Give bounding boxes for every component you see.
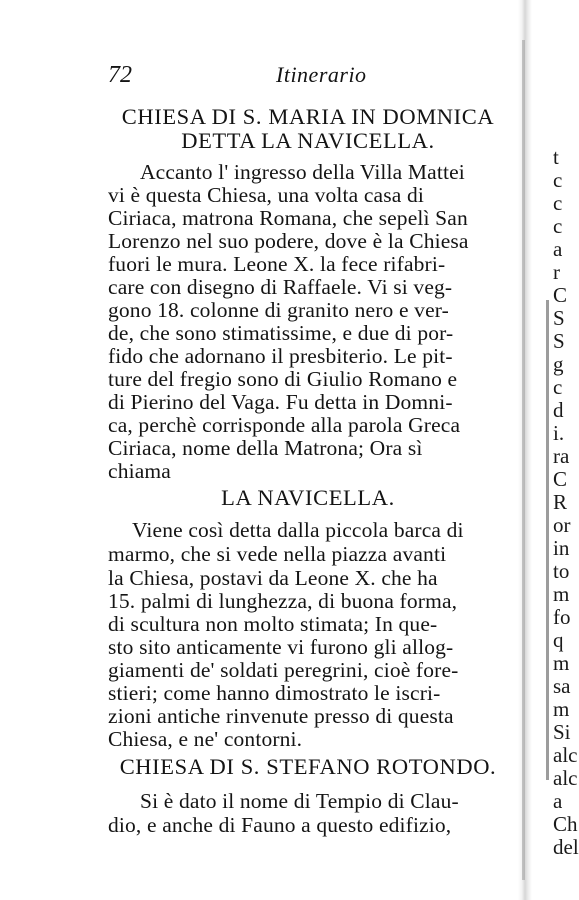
section-heading-la-navicella: LA NAVICELLA. (221, 485, 395, 510)
facing-page-fragment: to (553, 559, 570, 583)
text-line: fuori le mura. Leone X. la fece rifabri- (108, 252, 446, 276)
facing-page-fragment: q (553, 628, 564, 652)
section-heading-navicella-subtitle: DETTA LA NAVICELLA. (181, 128, 435, 153)
text-line: ca, perchè corrisponde alla parola Greca (108, 413, 461, 437)
facing-page-fragment: d (553, 398, 564, 422)
text-line: care con disegno di Raffaele. Vi si veg- (108, 275, 453, 299)
facing-page-fragment: m (553, 651, 570, 675)
text-line: zioni antiche rinvenute presso di questa (108, 704, 454, 728)
facing-page-fragment: i. (553, 421, 565, 445)
facing-page-fragment: m (553, 582, 570, 606)
facing-page-fragment: a (553, 789, 563, 813)
gutter-edge-line (522, 40, 525, 880)
facing-page-fragment: c (553, 214, 563, 238)
text-line: de, che sono stimatissime, e due di por- (108, 321, 454, 345)
facing-page-fragment: g (553, 352, 564, 376)
facing-page-fragment: S (553, 329, 565, 353)
facing-page-fragment: r (553, 260, 560, 284)
facing-page-fragment: t (553, 145, 559, 169)
facing-page-fragment: ra (553, 444, 570, 468)
facing-page-fragment: alc (553, 743, 578, 767)
facing-page-fragment: in (553, 536, 570, 560)
text-line: di scultura non molto stimata; In que- (108, 612, 438, 636)
facing-page-fragment: S (553, 306, 565, 330)
text-line: di Pierino del Vaga. Fu detta in Domni- (108, 390, 453, 414)
facing-page-fragment: m (553, 697, 570, 721)
facing-page-fragment: c (553, 168, 563, 192)
facing-page-fragment: c (553, 191, 563, 215)
text-line: stieri; come hanno dimostrato le iscri- (108, 681, 441, 705)
facing-page-fragment: R (553, 490, 568, 514)
text-line: Ciriaca, nome della Matrona; Ora sì (108, 436, 423, 460)
facing-page-fragment: c (553, 375, 563, 399)
facing-page-fragment: fo (553, 605, 571, 629)
running-title: Itinerario (276, 62, 367, 87)
text-line: fido che adornano il presbiterio. Le pit- (108, 344, 453, 368)
section-heading-santa-maria-domnica: CHIESA DI S. MARIA IN DOMNICA (121, 104, 495, 129)
facing-page-fragment: Si (553, 720, 571, 744)
text-line: 15. palmi di lunghezza, di buona forma, (108, 589, 458, 613)
facing-page-fragment: a (553, 237, 563, 261)
text-line: Lorenzo nel suo podere, dove è la Chiesa (108, 229, 469, 253)
facing-page-fragment: C (553, 283, 568, 307)
page-number: 72 (108, 62, 132, 88)
text-line: giamenti de' soldati peregrini, cioè fore- (108, 658, 459, 682)
facing-page-fragment: Ch (553, 812, 578, 836)
gutter-ink-smudge (546, 300, 549, 780)
text-line: marmo, che si vede nella piazza avanti (108, 542, 447, 566)
text-line: la Chiesa, postavi da Leone X. che ha (108, 566, 438, 590)
text-line: Chiesa, e ne' contorni. (108, 727, 303, 751)
facing-page-fragment: del (553, 835, 579, 859)
text-line: vi è questa Chiesa, una volta casa di (108, 183, 425, 207)
page-header (108, 62, 508, 92)
facing-page-fragment: sa (553, 674, 571, 698)
text-line: sto sito anticamente vi furono gli allog- (108, 635, 454, 659)
section-heading-santo-stefano-rotondo: CHIESA DI S. STEFANO ROTONDO. (119, 754, 497, 779)
text-line: Accanto l' ingresso della Villa Mattei (140, 160, 465, 184)
facing-page-fragment: or (553, 513, 571, 537)
facing-page-fragment: C (553, 467, 568, 491)
text-line: dio, e anche di Fauno a questo edifizio, (108, 813, 452, 837)
text-line: Si è dato il nome di Tempio di Clau- (140, 789, 459, 813)
text-line: Viene così detta dalla piccola barca di (132, 518, 464, 542)
text-line: Ciriaca, matrona Romana, che sepelì San (108, 206, 468, 230)
text-line: ture del fregio sono di Giulio Romano e (108, 367, 458, 391)
text-line: gono 18. colonne di granito nero e ver- (108, 298, 449, 322)
facing-page-fragment: alc (553, 766, 578, 790)
text-line: chiama (108, 459, 171, 483)
